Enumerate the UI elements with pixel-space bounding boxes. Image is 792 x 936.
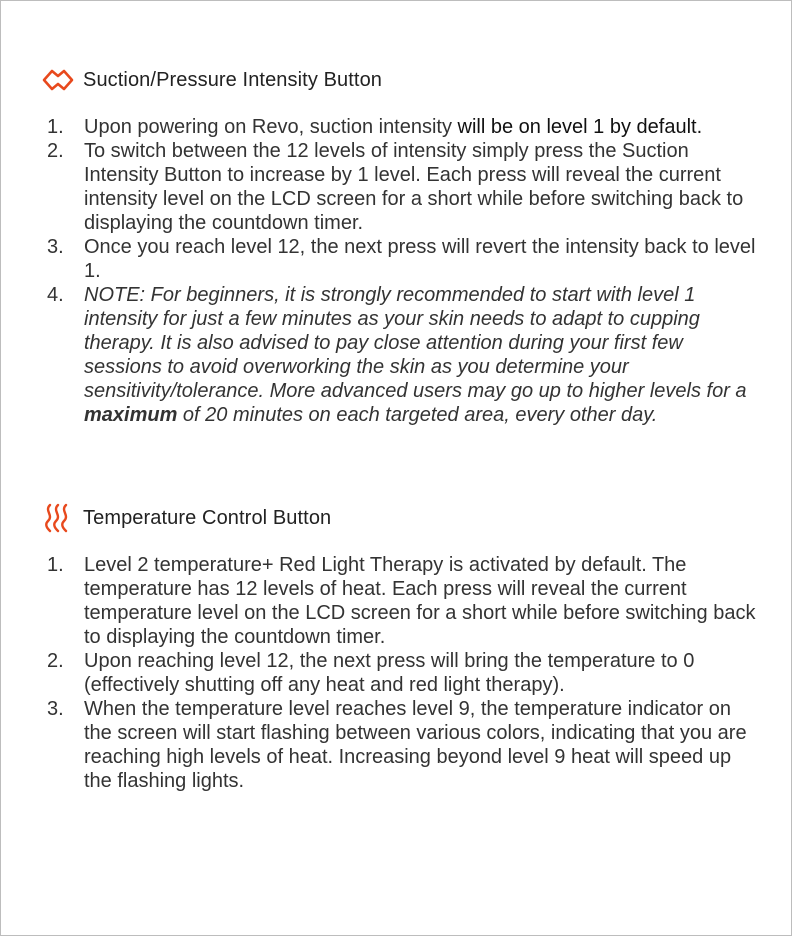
heat-icon bbox=[41, 503, 75, 533]
list-item: 1. Upon powering on Revo, suction intensity will be on level 1 by default. bbox=[47, 116, 703, 138]
list-item: 2. To switch between the 12 levels of intensity simply press the Suction Intensity Button to increase by 1 level. Each press will reveal the current intensity level on the LCD screen for a short while before switching back to displaying the countdown timer. bbox=[47, 140, 744, 234]
suction-intensity-icon bbox=[41, 65, 75, 95]
list-item: 1. Level 2 temperature+ Red Light Therapy is activated by default. The temperature has 12 levels of heat. Each press will reveal the current temperature level on the LCD screen for a short while before switching back to displaying the countdown timer. bbox=[47, 554, 756, 648]
suction-list bbox=[41, 115, 761, 427]
temperature-title: Temperature Control Button bbox=[83, 506, 332, 529]
suction-title: Suction/Pressure Intensity Button bbox=[83, 68, 383, 91]
temperature-heading bbox=[41, 503, 761, 533]
list-item: 2. Upon reaching level 12, the next press will bring the temperature to 0 (effectively shutting off any heat and red light therapy). bbox=[47, 650, 695, 696]
list-item: 3. Once you reach level 12, the next press will revert the intensity back to level 1. bbox=[47, 236, 756, 282]
suction-section bbox=[41, 65, 761, 427]
list-item: 3. When the temperature level reaches level 9, the temperature indicator on the screen will start flashing between various colors, indicating that you are reaching high levels of heat. Increasing beyond level 9 heat will speed up the flashing lights. bbox=[47, 698, 747, 792]
suction-heading bbox=[41, 65, 761, 95]
temperature-section bbox=[41, 503, 761, 793]
list-item-note: 4. NOTE: For beginners, it is strongly recommended to start with level 1 intensity for just a few minutes as your skin needs to adapt to cupping therapy. It is also advised to pay close attention during your first few sessions to avoid overworking the skin as you determine your sensitivity/tolerance. More advanced users may go up to higher levels for a maximum of 20 minutes on each targeted area, every other day. bbox=[47, 284, 747, 426]
temperature-list bbox=[41, 553, 761, 793]
